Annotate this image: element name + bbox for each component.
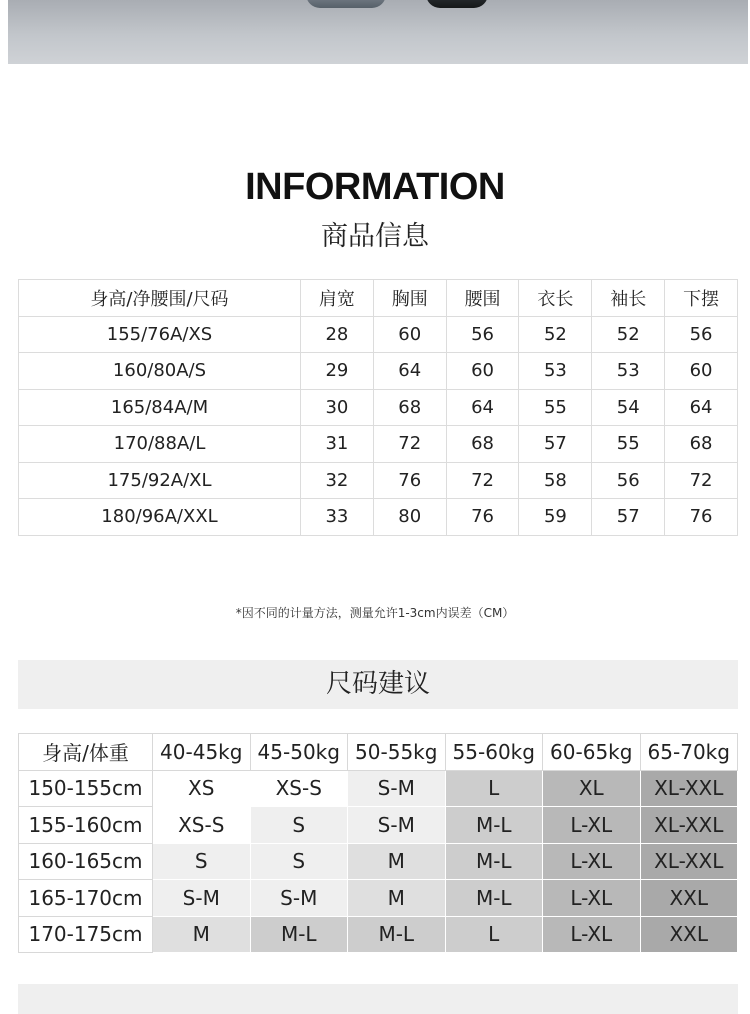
table-row	[19, 880, 738, 917]
recommended-size-cell: M-L	[445, 843, 543, 880]
header-cell: 40-45kg	[153, 734, 251, 771]
table-cell: 58	[519, 462, 592, 499]
table-cell: 54	[592, 389, 665, 426]
table-cell: 60	[665, 353, 738, 390]
size-recommendation-table	[18, 733, 738, 953]
table-cell: 60	[446, 353, 519, 390]
table-cell: 57	[519, 426, 592, 463]
recommended-size-cell: L	[445, 770, 543, 807]
header-cell: 身高/净腰围/尺码	[19, 280, 301, 317]
recommended-size-cell: XL	[543, 770, 641, 807]
recommended-size-cell: XL-XXL	[640, 770, 738, 807]
table-cell: 64	[373, 353, 446, 390]
table-cell: 52	[519, 316, 592, 353]
table-cell: 80	[373, 499, 446, 536]
recommended-size-cell: M-L	[445, 807, 543, 844]
height-label-cell: 155-160cm	[19, 807, 153, 844]
recommended-size-cell: M	[348, 843, 446, 880]
height-label-cell: 150-155cm	[19, 770, 153, 807]
size-label-cell: 170/88A/L	[19, 426, 301, 463]
recommended-size-cell: S-M	[250, 880, 348, 917]
table-cell: 64	[665, 389, 738, 426]
recommended-size-cell: XL-XXL	[640, 843, 738, 880]
table-cell: 28	[301, 316, 374, 353]
recommended-size-cell: L-XL	[543, 843, 641, 880]
size-recommendation-title: 尺码建议	[18, 660, 738, 709]
table-cell: 60	[373, 316, 446, 353]
section-title-cn: 商品信息	[321, 221, 429, 252]
table-cell: 52	[592, 316, 665, 353]
table-row	[19, 316, 738, 353]
table-row	[19, 389, 738, 426]
recommended-size-cell: M	[153, 916, 251, 953]
table-cell: 56	[592, 462, 665, 499]
header-cell: 腰围	[446, 280, 519, 317]
header-cell: 袖长	[592, 280, 665, 317]
header-cell: 60-65kg	[543, 734, 641, 771]
header-cell: 衣长	[519, 280, 592, 317]
recommended-size-cell: L-XL	[543, 916, 641, 953]
table-cell: 72	[665, 462, 738, 499]
table-row	[19, 499, 738, 536]
size-label-cell: 160/80A/S	[19, 353, 301, 390]
recommended-size-cell: L	[445, 916, 543, 953]
recommended-size-cell: S-M	[153, 880, 251, 917]
recommended-size-cell: XS	[153, 770, 251, 807]
recommended-size-cell: M-L	[445, 880, 543, 917]
recommended-size-cell: XS-S	[153, 807, 251, 844]
table-row	[19, 770, 738, 807]
recommended-size-cell: S-M	[348, 770, 446, 807]
table-cell: 64	[446, 389, 519, 426]
shoe-left-image	[306, 0, 386, 8]
table-row	[19, 843, 738, 880]
recommended-size-cell: S	[153, 843, 251, 880]
table-cell: 32	[301, 462, 374, 499]
recommended-size-cell: XXL	[640, 916, 738, 953]
table-cell: 56	[665, 316, 738, 353]
table-cell: 68	[665, 426, 738, 463]
recommended-size-cell: S	[250, 843, 348, 880]
size-chart-table	[18, 279, 738, 536]
recommended-size-cell: XS-S	[250, 770, 348, 807]
table-cell: 76	[665, 499, 738, 536]
table-row	[19, 807, 738, 844]
header-cell: 50-55kg	[348, 734, 446, 771]
recommended-size-cell: XXL	[640, 880, 738, 917]
size-label-cell: 180/96A/XXL	[19, 499, 301, 536]
header-cell: 65-70kg	[640, 734, 738, 771]
table-cell: 33	[301, 499, 374, 536]
recommended-size-cell: XL-XXL	[640, 807, 738, 844]
recommendation-header-row	[19, 734, 738, 771]
table-cell: 53	[519, 353, 592, 390]
table-cell: 55	[519, 389, 592, 426]
section-title-en: INFORMATION	[245, 166, 505, 208]
table-cell: 57	[592, 499, 665, 536]
header-cell: 45-50kg	[250, 734, 348, 771]
header-cell: 下摆	[665, 280, 738, 317]
size-label-cell: 165/84A/M	[19, 389, 301, 426]
table-cell: 30	[301, 389, 374, 426]
table-cell: 55	[592, 426, 665, 463]
table-row	[19, 353, 738, 390]
table-cell: 53	[592, 353, 665, 390]
product-photo-bottom	[8, 0, 748, 64]
recommended-size-cell: M	[348, 880, 446, 917]
size-label-cell: 155/76A/XS	[19, 316, 301, 353]
table-cell: 68	[446, 426, 519, 463]
table-cell: 59	[519, 499, 592, 536]
height-label-cell: 165-170cm	[19, 880, 153, 917]
measurement-note: *因不同的计量方法，测量允许1-3cm内误差（CM）	[235, 606, 515, 620]
recommended-size-cell: L-XL	[543, 880, 641, 917]
shoe-right-image	[426, 0, 488, 8]
table-cell: 29	[301, 353, 374, 390]
recommended-size-cell: S	[250, 807, 348, 844]
table-cell: 76	[446, 499, 519, 536]
table-row	[19, 916, 738, 953]
size-chart-header-row	[19, 280, 738, 317]
header-cell: 身高/体重	[19, 734, 153, 771]
table-cell: 56	[446, 316, 519, 353]
height-label-cell: 170-175cm	[19, 916, 153, 953]
table-cell: 76	[373, 462, 446, 499]
size-label-cell: 175/92A/XL	[19, 462, 301, 499]
table-cell: 68	[373, 389, 446, 426]
header-cell: 肩宽	[301, 280, 374, 317]
recommended-size-cell: L-XL	[543, 807, 641, 844]
table-cell: 72	[373, 426, 446, 463]
recommended-size-cell: M-L	[348, 916, 446, 953]
recommended-size-cell: M-L	[250, 916, 348, 953]
table-row	[19, 462, 738, 499]
table-cell: 31	[301, 426, 374, 463]
header-cell: 胸围	[373, 280, 446, 317]
table-cell: 72	[446, 462, 519, 499]
header-cell: 55-60kg	[445, 734, 543, 771]
table-row	[19, 426, 738, 463]
recommended-size-cell: S-M	[348, 807, 446, 844]
bottom-note-bar	[18, 984, 738, 1014]
height-label-cell: 160-165cm	[19, 843, 153, 880]
